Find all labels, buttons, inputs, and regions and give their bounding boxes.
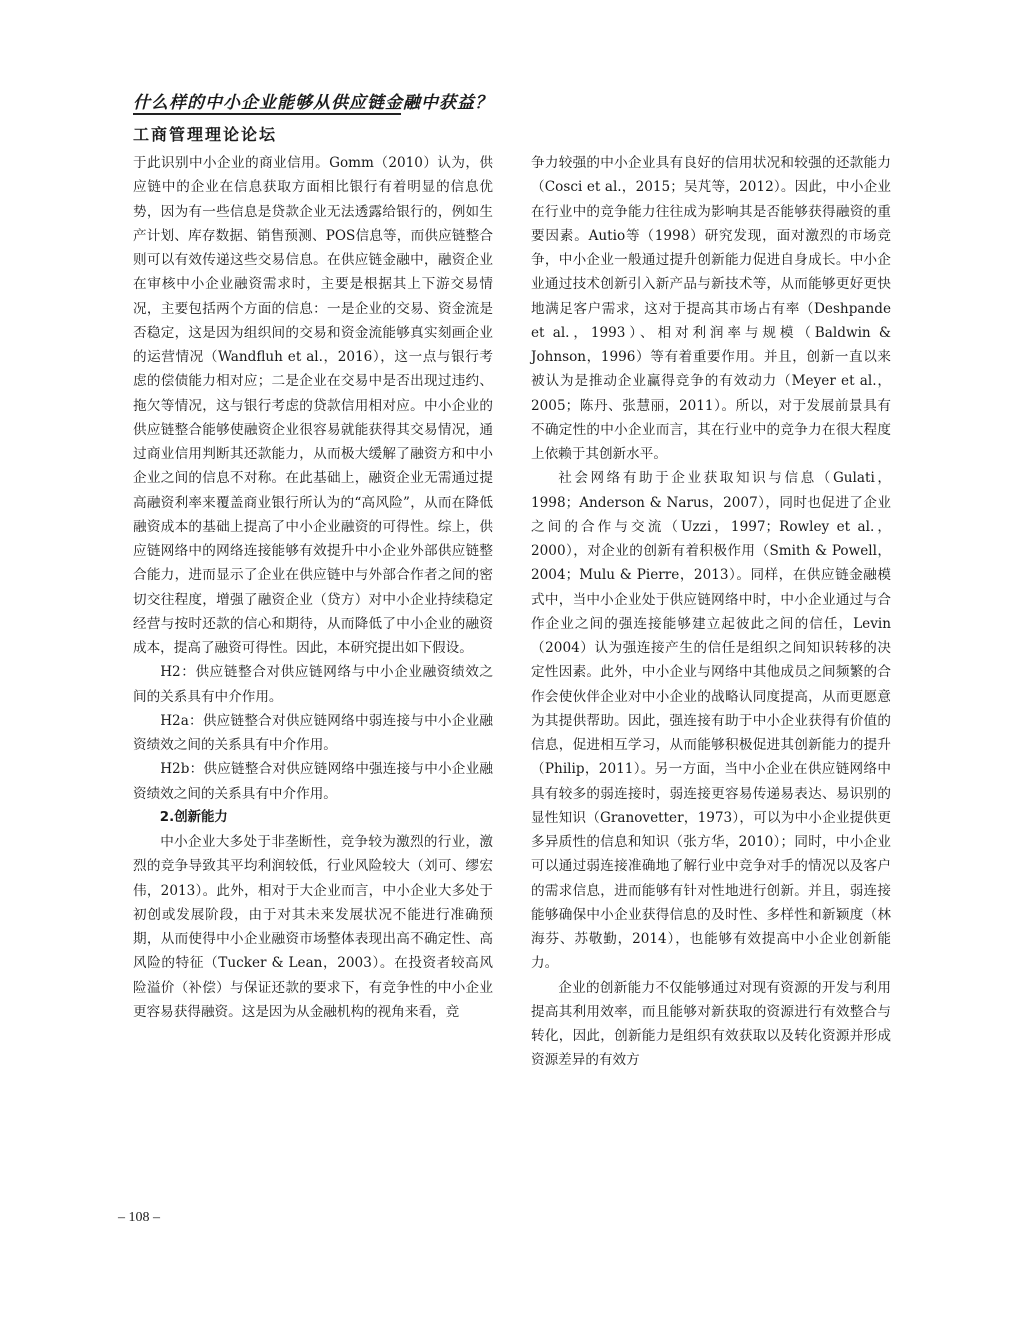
subsection-heading: 2.创新能力: [159, 809, 228, 825]
header-rule: [133, 113, 401, 115]
hypothesis-h2: H2：供应链整合对供应链网络与中小企业融资绩效之间的关系具有中介作用。: [133, 664, 493, 705]
paragraph: 争力较强的中小企业具有良好的信用状况和较强的还款能力（Cosci et al.，2015；吴芃等，2012）。因此，中小企业在行业中的竞争能力往往成为影响其是否能够获得融资的重要因素。Autio等（1998）研究发现，面对激烈的市场竞争，中小企业一般通过提升创新能力促进自身成长。中小企业通过技术创新引入新产品与新技术等，从而能够更好更快地满足客户需求，这对于提高其市场占有率（Deshpande et al.，1993）、相对利润率与规模（Baldwin & Johnson，1996）等有着重要作用。并且，创新一直以来被认为是推动企业赢得竞争的有效动力（Meyer et al.，2005；陈丹、张慧丽，2011）。所以，对于发展前景具有不确定性的中小企业而言，其在行业中的竞争力在很大程度上依赖于其创新水平。: [531, 155, 891, 462]
paragraph: 企业的创新能力不仅能够通过对现有资源的开发与利用提高其利用效率，而且能够对新获取的资源进行有效整合与转化，因此，创新能力是组织有效获取以及转化资源并形成资源差异的有效方: [531, 979, 891, 1069]
running-title: 什么样的中小企业能够从供应链金融中获益？: [133, 93, 493, 113]
page-number: – 108 –: [118, 1210, 160, 1225]
paragraph: 中小企业大多处于非垄断性，竞争较为激烈的行业，激烈的竞争导致其平均利润较低，行业风险较大（刘可、缪宏伟，2013）。此外，相对于大企业而言，中小企业大多处于初创或发展阶段，由于对其未来发展状况不能进行准确预期，从而使得中小企业融资市场整体表现出高不确定性、高风险的特征（Tucker & Lean，2003）。在投资者较高风险溢价（补偿）与保证还款的要求下，有竞争性的中小企业更容易获得融资。这是因为从金融机构的视角来看，竞: [133, 834, 493, 1020]
hypothesis-h2a: H2a：供应链整合对供应链网络中弱连接与中小企业融资绩效之间的关系具有中介作用。: [133, 712, 493, 753]
section-title: 工商管理理论论坛: [133, 125, 278, 144]
hypothesis-h2b: H2b：供应链整合对供应链网络中强连接与中小企业融资绩效之间的关系具有中介作用。: [133, 761, 493, 802]
paragraph: 社会网络有助于企业获取知识与信息（Gulati，1998；Anderson & Narus，2007），同时也促进了企业之间的合作与交流（Uzzi，1997；Rowley et al.，2000），对企业的创新有着积极作用（Smith & Powell，2004；Mulu & Pierre，2013）。同样，在供应链金融模式中，当中小企业处于供应链网络中时，中小企业通过与合作企业之间的强连接能够建立起彼此之间的信任，Levin（2004）认为强连接产生的信任是组织之间知识转移的决定性因素。此外，中小企业与网络中其他成员之间频繁的合作会使伙伴企业对中小企业的战略认同度提高，从而更愿意为其提供帮助。因此，强连接有助于中小企业获得有价值的信息，促进相互学习，从而能够积极促进其创新能力的提升（Philip，2011）。另一方面，当中小企业在供应链网络中具有较多的弱连接时，弱连接更容易传递易表达、易识别的显性知识（Granovetter，1973），可以为中小企业提供更多异质性的信息和知识（张方华，2010）；同时，中小企业可以通过弱连接准确地了解行业中竞争对手的情况以及客户的需求信息，进而能够有针对性地进行创新。并且，弱连接能够确保中小企业获得信息的及时性、多样性和新颖度（林海芬、苏敬勤，2014），也能够有效提高中小企业创新能力。: [531, 470, 891, 972]
paragraph: 于此识别中小企业的商业信用。Gomm（2010）认为，供应链中的企业在信息获取方面相比银行有着明显的信息优势，因为有一些信息是贷款企业无法透露给银行的，例如生产计划、库存数据、销售预测、POS信息等，而供应链整合则可以有效传递这些交易信息。在供应链金融中，融资企业在审核中小企业融资需求时，主要是根据其上下游交易情况，主要包括两个方面的信息：一是企业的交易、资金流是否稳定，这是因为组织间的交易和资金流能够真实刻画企业的运营情况（Wandfluh et al.，2016），这一点与银行考虑的偿债能力相对应；二是企业在交易中是否出现过违约、拖欠等情况，这与银行考虑的贷款信用相对应。中小企业的供应链整合能够使融资企业很容易就能获得其交易情况，通过商业信用判断其还款能力，从而极大缓解了融资方和中小企业之间的信息不对称。在此基础上，融资企业无需通过提高融资利率来覆盖商业银行所认为的“高风险”，从而在降低融资成本的基础上提高了中小企业融资的可得性。综上，供应链网络中的网络连接能够有效提升中小企业外部供应链整合能力，进而显示了企业在供应链中与外部合作者之间的密切交往程度，增强了融资企业（贷方）对中小企业持续稳定经营与按时还款的信心和期待，从而降低了中小企业的融资成本，提高了融资可得性。因此，本研究提出如下假设。: [133, 155, 493, 656]
left-column: [133, 151, 493, 1024]
right-column: [531, 151, 891, 1073]
